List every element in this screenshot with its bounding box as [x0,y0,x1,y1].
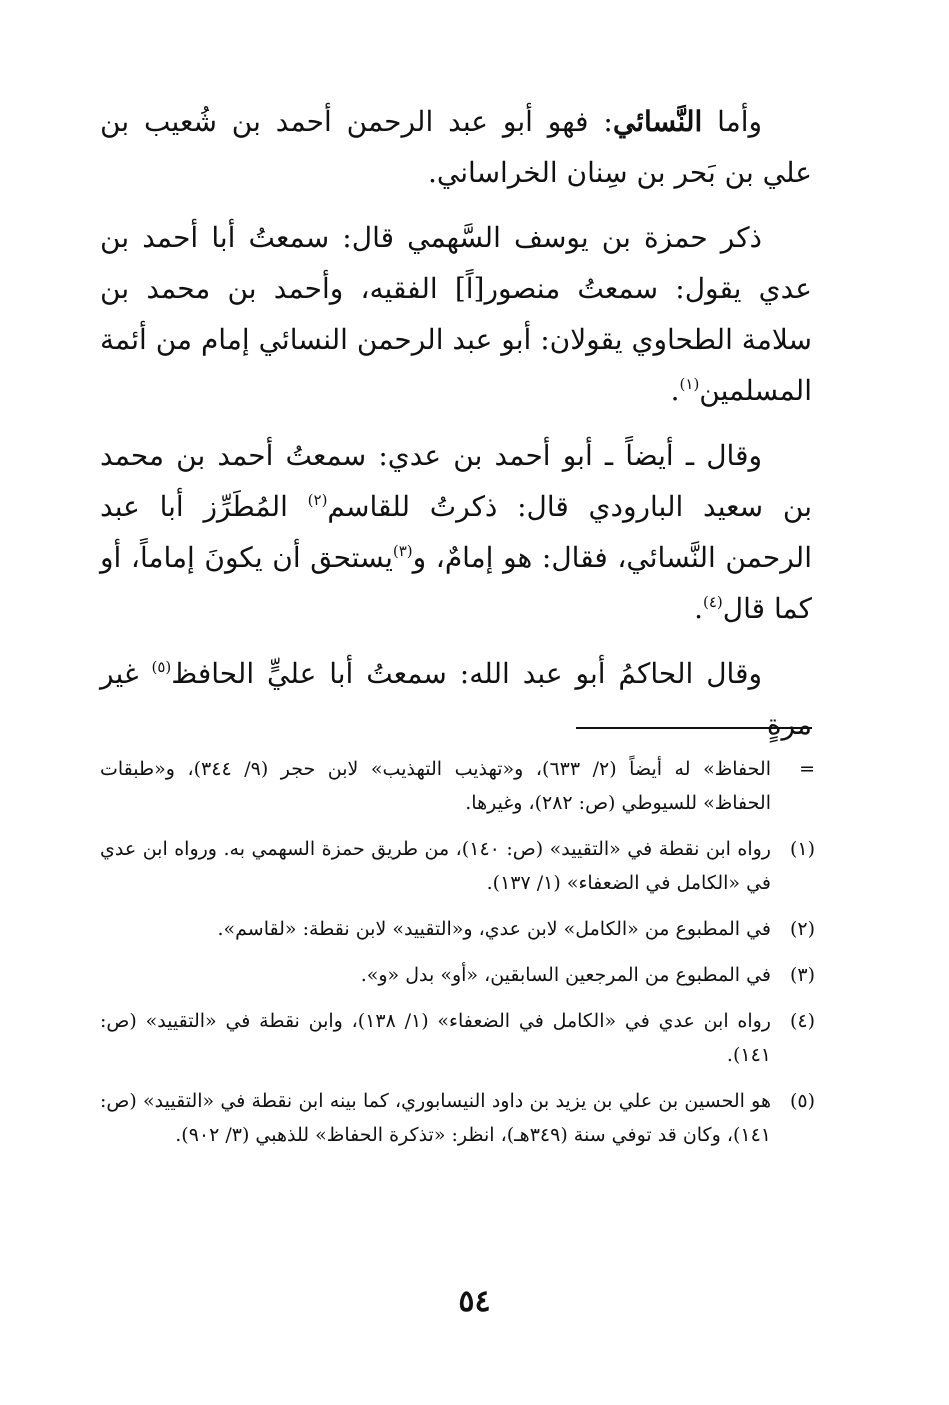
footnote-4 [100,1004,815,1072]
footnote-ref-3: (٣) [392,542,413,560]
footnote-continuation [100,752,815,820]
footnote-text: في المطبوع من «الكامل» لابن عدي، و«التقييد» لابن نقطة: «لقاسم». [217,918,771,940]
paragraph-2 [100,212,812,416]
footnote-marker: (٣) [789,964,815,986]
p4-part-a: وقال الحاكمُ أبو عبد الله: سمعتُ أبا عليٍّ الحافظ [171,657,762,690]
p2-end: . [670,374,680,407]
footnote-text: الحفاظ» له أيضاً (٢/ ٦٣٣)، و«تهذيب التهذيب» لابن حجر (٩/ ٣٤٤)، و«طبقات الحفاظ» للسيوطي (ص: ٢٨٢)، وغيرها. [100,758,771,814]
p1-lead: وأما [702,105,763,138]
footnote-1 [100,832,815,900]
footnote-5 [100,1084,815,1152]
footnote-marker: (٥) [789,1090,815,1112]
footnote-marker: (١) [789,838,815,860]
p3-part-c: يستحق أن يكونَ إماماً، أو كما قال [100,541,812,625]
p3-end: . [694,592,703,625]
p3-part-a: وقال ـ أيضاً ـ أبو أحمد بن عدي: سمعتُ أحمد بن محمد بن سعيد البارودي قال: ذكرتُ للقاسم [100,439,812,523]
p2-text: ذكر حمزة بن يوسف السَّهمي قال: سمعتُ أبا أحمد بن عدي يقول: سمعتُ منصور[اً] الفقيه، وأحمد بن محمد بن سلامة الطحاوي يقولان: أبو عبد الرحمن النسائي إمام من أئمة المسلمين [100,221,812,407]
page-number: ٥٤ [458,1284,491,1319]
footnote-ref-4: (٤) [703,593,723,611]
footnote-ref-5: (٥) [151,658,172,676]
footnote-ref-2: (٢) [307,491,328,509]
footnote-marker: = [799,758,815,780]
p1-rest: : فهو أبو عبد الرحمن أحمد بن شُعيب بن علي بن بَحر بن سِنان الخراساني. [100,105,812,189]
main-text [100,96,812,750]
paragraph-3 [100,430,812,634]
footnote-text: رواه ابن نقطة في «التقييد» (ص: ١٤٠)، من طريق حمزة السهمي به. ورواه ابن عدي في «الكامل في الضعفاء» (١/ ١٣٧). [100,838,771,894]
paragraph-4 [100,648,812,750]
footnote-text: رواه ابن عدي في «الكامل في الضعفاء» (١/ ١٣٨)، وابن نقطة في «التقييد» (ص: ١٤١). [100,1010,771,1066]
footnote-marker: (٢) [789,918,815,940]
p1-name: النَّسائي [612,105,703,138]
p3-part-b: المُطَرِّز أبا عبد الرحمن النَّسائي، فقال: هو إمامٌ، و [100,490,812,574]
footnote-ref-1: (١) [679,375,700,393]
footnote-2 [100,912,815,946]
p4-part-b: غير مرةٍ [100,657,812,741]
paragraph-1 [100,96,812,198]
footnote-separator [576,727,812,729]
footnote-text: في المطبوع من المرجعين السابقين، «أو» بدل «و». [360,964,771,986]
footnote-3 [100,958,815,992]
footnote-marker: (٤) [789,1010,815,1032]
footnote-text: هو الحسين بن علي بن يزيد بن داود النيسابوري، كما بينه ابن نقطة في «التقييد» (ص: ١٤١)، وكان قد توفي سنة (٣٤٩هـ)، انظر: «تذكرة الحفاظ» للذهبي (٣/ ٩٠٢). [100,1090,771,1146]
footnotes [100,752,815,1164]
